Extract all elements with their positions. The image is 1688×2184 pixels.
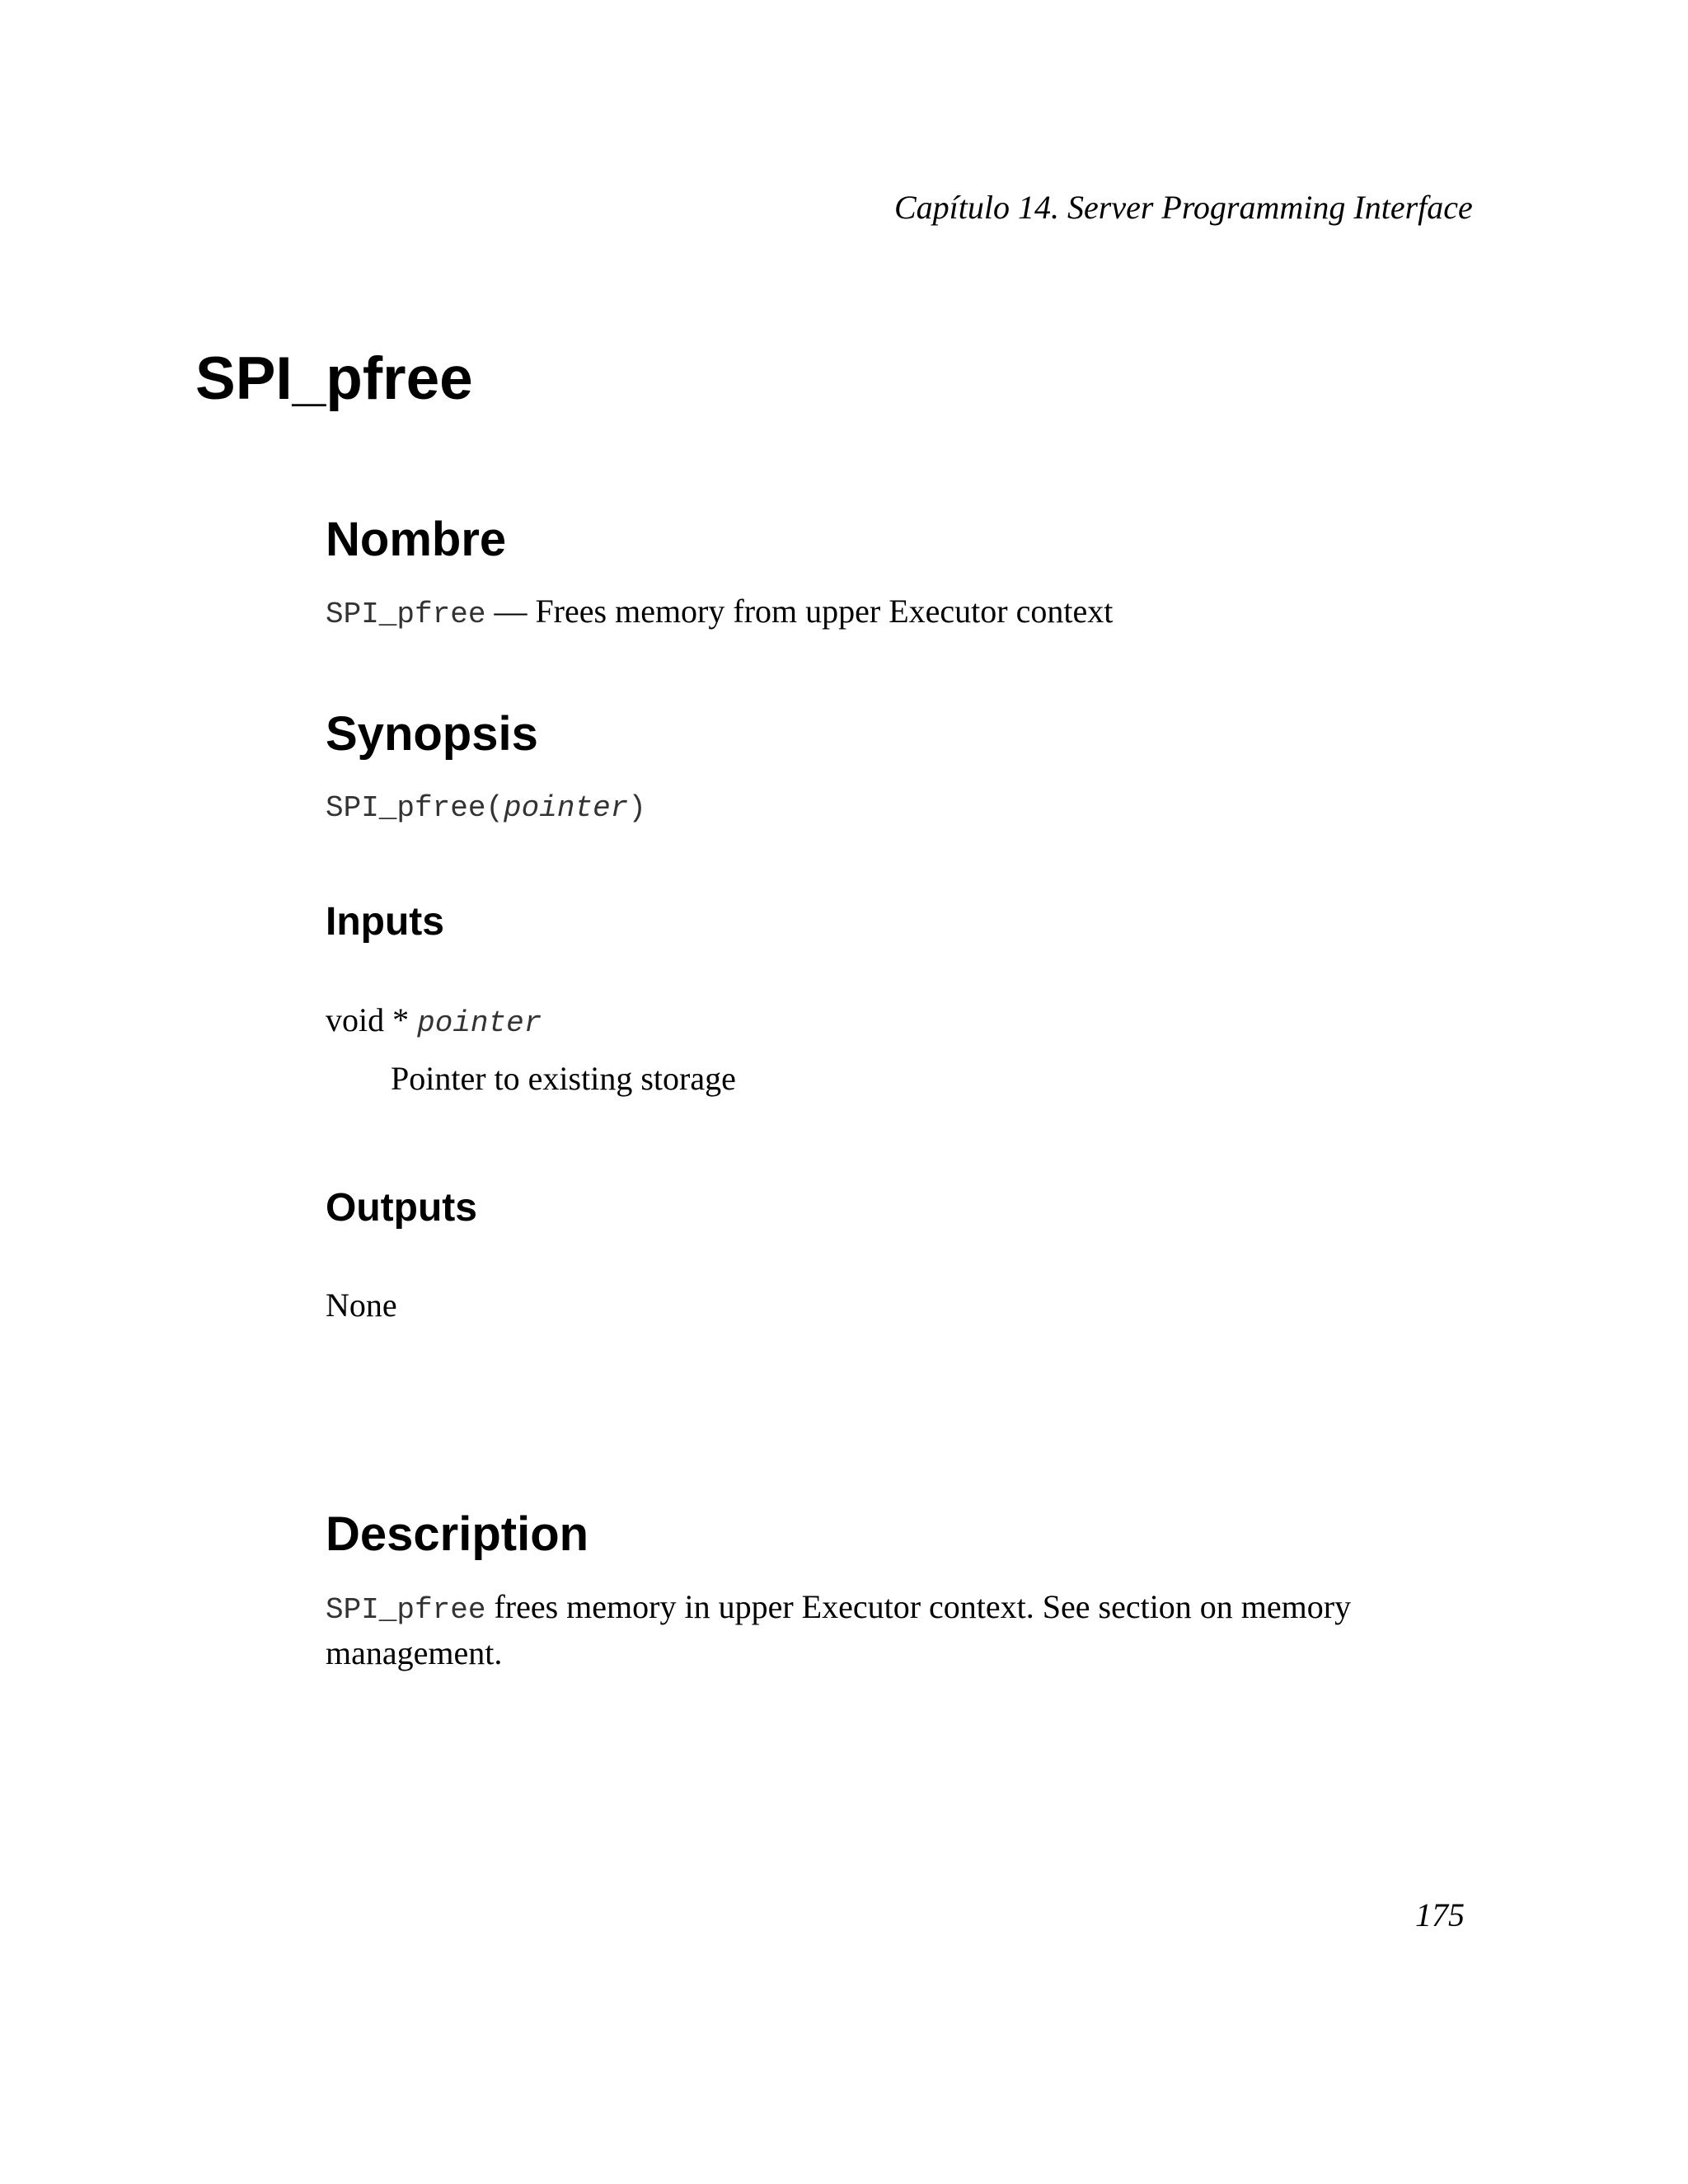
synopsis-function-name: SPI_pfree( <box>326 791 504 825</box>
inputs-heading: Inputs <box>326 900 444 944</box>
input-param-name: pointer <box>417 1006 542 1040</box>
nombre-line <box>326 590 1113 636</box>
nombre-function-name: SPI_pfree <box>326 598 486 631</box>
page-title: SPI_pfree <box>195 345 473 412</box>
synopsis-close-paren: ) <box>628 791 646 825</box>
nombre-heading: Nombre <box>326 513 507 566</box>
description-paragraph <box>326 1586 1463 1675</box>
input-type: void * <box>326 1001 410 1038</box>
outputs-heading: Outputs <box>326 1186 477 1230</box>
description-heading: Description <box>326 1507 589 1561</box>
synopsis-heading: Synopsis <box>326 707 538 761</box>
page-number: 175 <box>1415 1896 1465 1933</box>
input-term <box>326 999 542 1045</box>
nombre-purpose: — Frees memory from upper Executor context <box>494 593 1114 630</box>
outputs-value: None <box>326 1286 397 1324</box>
input-description: Pointer to existing storage <box>391 1060 736 1097</box>
description-text: frees memory in upper Executor context. See section on memory management. <box>326 1588 1352 1671</box>
description-function-name: SPI_pfree <box>326 1593 486 1627</box>
synopsis-signature <box>326 791 646 825</box>
running-header: Capítulo 14. Server Programming Interface <box>894 189 1473 226</box>
synopsis-param: pointer <box>504 791 629 825</box>
